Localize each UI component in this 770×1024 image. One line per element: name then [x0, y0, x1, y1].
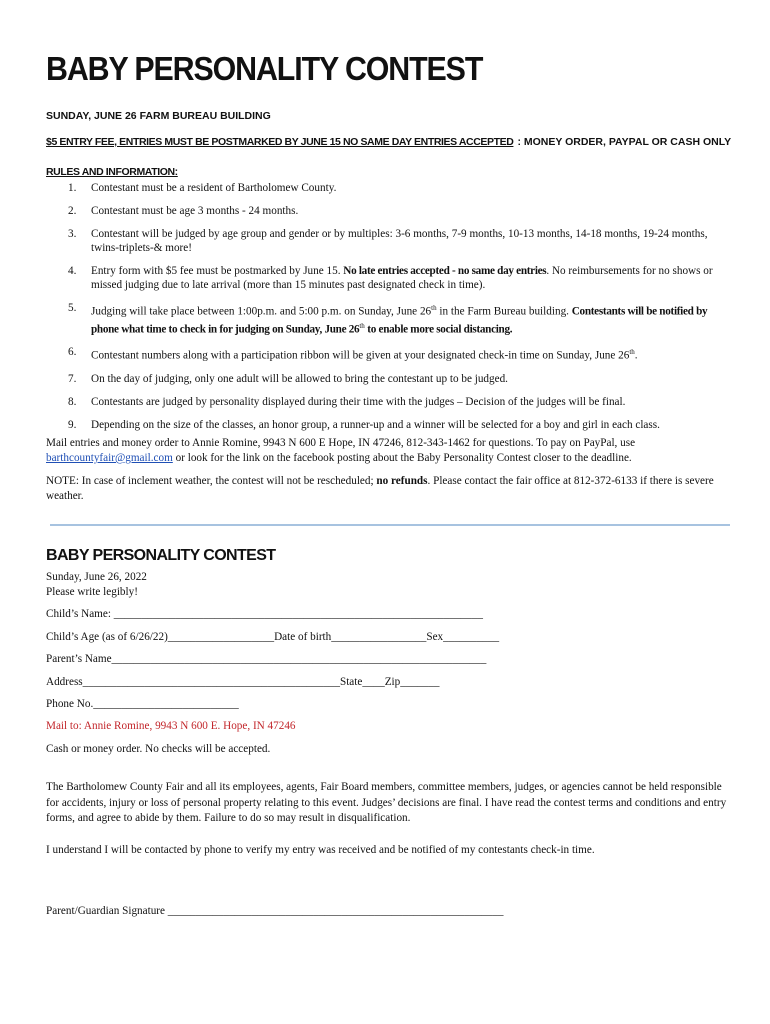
rule-number: 6.	[68, 346, 77, 359]
contact-acknowledgement: I understand I will be contacted by phone to verify my entry was received and be notified of my contestants check-in time.	[46, 844, 595, 856]
weather-note	[46, 474, 736, 504]
rules-heading: RULES AND INFORMATION:	[46, 166, 178, 178]
rule-text: On the day of judging, only one adult will be allowed to bring the contestant up to be judged.	[91, 373, 508, 386]
entry-fee-line	[46, 136, 731, 148]
mail-text-end: or look for the link on the facebook posting about the Baby Personality Contest closer to the deadline.	[172, 452, 632, 464]
rule-number: 9.	[68, 419, 77, 432]
child-age-dob-sex-field[interactable]: Child’s Age (as of 6/26/22)___________________Date of birth_________________Sex__________	[46, 631, 500, 643]
rule-number: 8.	[68, 396, 77, 409]
form-date: Sunday, June 26, 2022	[46, 571, 147, 583]
mail-to-address: Mail to: Annie Romine, 9943 N 600 E. Hope, IN 47246	[46, 720, 296, 732]
email-link[interactable]: barthcountyfair@gmail.com	[46, 452, 173, 464]
rule-emphasis: No late entries accepted - no same day entries	[343, 265, 547, 277]
form-title: BABY PERSONALITY CONTEST	[46, 547, 276, 564]
phone-field[interactable]: Phone No.__________________________	[46, 698, 239, 710]
rule-number: 2.	[68, 205, 77, 217]
rule-item	[46, 181, 736, 195]
rule-emphasis-end: to enable more social distancing.	[364, 323, 513, 336]
rules-list	[46, 181, 736, 441]
rule-item	[46, 301, 736, 336]
rule-text-mid: in the Farm Bureau building.	[436, 305, 572, 318]
note-text: NOTE: In case of inclement weather, the contest will not be rescheduled;	[46, 475, 377, 487]
entry-fee-notice: $5 ENTRY FEE, ENTRIES MUST BE POSTMARKED BY JUNE 15 NO SAME DAY ENTRIES ACCEPTED	[46, 136, 514, 148]
legibility-note: Please write legibly!	[46, 586, 138, 598]
rule-number: 3.	[68, 228, 77, 240]
page-title: BABY PERSONALITY CONTEST	[46, 50, 483, 87]
note-text-end: . Please contact the fair office at 812-372-6133 if there is severe weather.	[46, 475, 714, 502]
rule-number: 4.	[68, 265, 77, 277]
parent-name-field[interactable]: Parent’s Name___________________________________________________________________	[46, 653, 487, 665]
rule-item	[46, 227, 736, 255]
ordinal-suffix: th	[431, 304, 437, 312]
mail-instructions	[46, 436, 736, 466]
rule-item	[46, 345, 736, 363]
rule-item	[46, 395, 736, 409]
rule-text: Contestants are judged by personality displayed during their time with the judges – Decision of the judges will be final.	[91, 396, 626, 409]
rule-item	[46, 264, 736, 292]
no-refunds-emphasis: no refunds	[376, 475, 428, 487]
event-date-location: SUNDAY, JUNE 26 FARM BUREAU BUILDING	[46, 110, 271, 122]
rule-text: Contestant must be age 3 months - 24 months.	[91, 205, 299, 217]
rule-text: Contestant numbers along with a participation ribbon will be given at your designated check-in time on Sunday, June 26	[91, 350, 630, 363]
mail-text: Mail entries and money order to Annie Romine, 9943 N 600 E Hope, IN 47246, 812-343-1462 for questions. To pay on PayPal, use	[46, 437, 636, 449]
rule-item	[46, 372, 736, 386]
rule-emphasis: Contestants will be notified by phone what time to check in for judging on Sunday, June 26	[91, 305, 708, 336]
section-divider	[50, 524, 730, 526]
ordinal-suffix: th	[359, 321, 365, 330]
payment-methods: : MONEY ORDER, PAYPAL OR CASH ONLY	[517, 136, 732, 148]
payment-note: Cash or money order. No checks will be accepted.	[46, 743, 271, 755]
rule-item	[46, 204, 736, 218]
rule-text: Contestant will be judged by age group and gender or by multiples: 3-6 months, 7-9 months, 10-13 months, 14-18 months, 19-24 months, twins-triplets-& more!	[91, 228, 708, 254]
child-name-field[interactable]: Child’s Name: __________________________________________________________________	[46, 608, 483, 620]
rule-number: 7.	[68, 373, 77, 386]
rule-text-end: . No reimbursements for no shows or missed judging due to late arrival (more than 15 minutes past designated check in time).	[91, 265, 713, 291]
ordinal-suffix: th	[629, 348, 635, 357]
rule-text: Depending on the size of the classes, an honor group, a runner-up and a winner will be selected for a boy and girl in each class.	[91, 419, 660, 432]
rule-text: Contestant must be a resident of Bartholomew County.	[91, 182, 337, 194]
rule-number: 1.	[68, 182, 77, 194]
rule-number: 5.	[68, 302, 77, 314]
rule-text-end: .	[634, 350, 638, 363]
rule-text: Judging will take place between 1:00p.m. and 5:00 p.m. on Sunday, June 26	[91, 305, 432, 318]
address-field[interactable]: Address______________________________________________State____Zip_______	[46, 676, 440, 688]
liability-disclaimer: The Bartholomew County Fair and all its employees, agents, Fair Board members, committee members, judges, or agencies cannot be held responsible for accidents, injury or loss of personal property relating to this event. Judges’ decisions are final. I have read the contest terms and conditions and entry forms, and agree to abide by them. Failure to do so may result in disqualification.	[46, 781, 727, 824]
rule-text: Entry form with $5 fee must be postmarked by June 15.	[91, 265, 344, 277]
guardian-signature-field[interactable]: Parent/Guardian Signature ____________________________________________________________	[46, 905, 504, 917]
rule-item	[46, 418, 736, 432]
